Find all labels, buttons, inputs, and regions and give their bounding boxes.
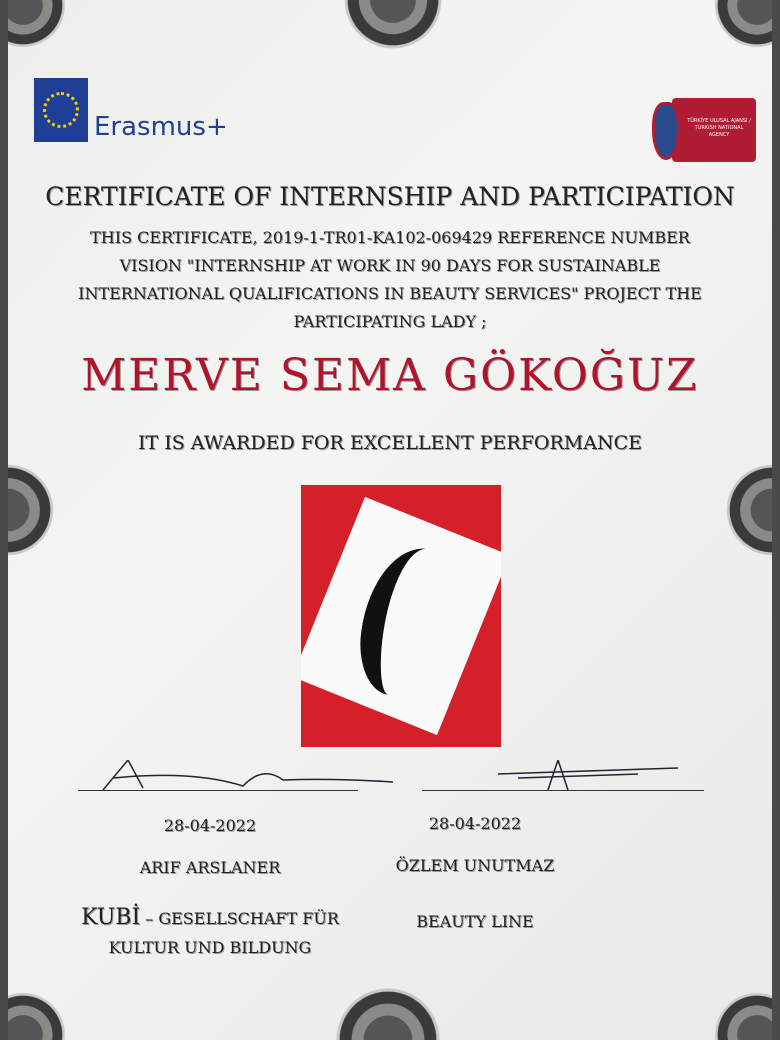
body-line: PARTICIPATING LADY ; bbox=[293, 312, 487, 331]
beauty-logo bbox=[301, 485, 501, 747]
org-line: – GESELLSCHAFT FÜR bbox=[145, 909, 339, 928]
signature-right bbox=[488, 760, 688, 794]
date-right: 28-04-2022 bbox=[428, 814, 522, 833]
certificate-title: CERTIFICATE OF INTERNSHIP AND PARTICIPATION bbox=[45, 182, 735, 211]
top-ornament bbox=[328, 0, 458, 60]
certificate bbox=[8, 0, 772, 1040]
body-line: THIS CERTIFICATE, 2019-1-TR01-KA102-069429 REFERENCE NUMBER bbox=[90, 228, 690, 247]
erasmus-logo-text: Erasmus+ bbox=[94, 112, 228, 142]
recipient-name: MERVE SEMA GÖKOĞUZ bbox=[81, 350, 699, 401]
award-text: IT IS AWARDED FOR EXCELLENT PERFORMANCE bbox=[138, 432, 642, 454]
corner-ornament bbox=[707, 0, 772, 65]
signatory-name-left: ARIF ARSLANER bbox=[139, 858, 281, 877]
agency-figure-icon bbox=[652, 102, 680, 160]
date-left: 28-04-2022 bbox=[163, 816, 257, 835]
bottom-ornament bbox=[313, 975, 463, 1040]
corner-ornament bbox=[707, 975, 772, 1040]
body-line: VISION "INTERNSHIP AT WORK IN 90 DAYS FOR SUSTAINABLE bbox=[119, 256, 661, 275]
signature-line bbox=[78, 790, 358, 791]
signature-line bbox=[422, 790, 704, 791]
side-ornament bbox=[8, 440, 78, 580]
org-right: BEAUTY LINE bbox=[416, 912, 534, 931]
signature-left bbox=[93, 760, 423, 794]
side-ornament bbox=[702, 440, 772, 580]
turkish-national-agency-logo bbox=[650, 96, 760, 164]
body-line: INTERNATIONAL QUALIFICATIONS IN BEAUTY SERVICES" PROJECT THE bbox=[78, 284, 702, 303]
org-line: KULTUR UND BILDUNG bbox=[108, 938, 312, 957]
corner-ornament bbox=[8, 0, 73, 65]
agency-logo-text: TÜRKİYE ULUSAL AJANSI / TURKISH NATIONAL AGENCY bbox=[687, 118, 751, 138]
org-prefix: KUBİ bbox=[81, 905, 141, 930]
corner-ornament bbox=[8, 975, 73, 1040]
eu-flag-logo bbox=[34, 78, 88, 142]
eu-stars-icon bbox=[43, 92, 79, 128]
signatory-name-right: ÖZLEM UNUTMAZ bbox=[395, 856, 555, 875]
